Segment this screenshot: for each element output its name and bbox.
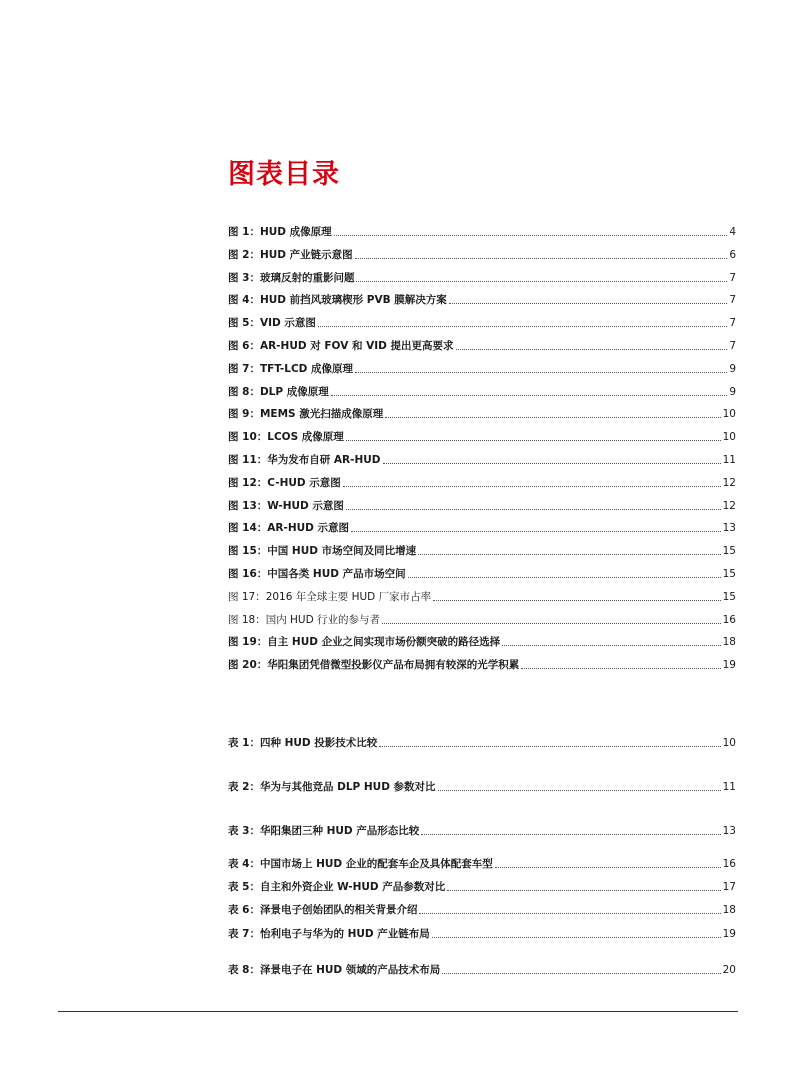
toc-entry-label: 表 6：泽景电子创始团队的相关背景介绍 bbox=[228, 904, 418, 916]
figure-toc-entry[interactable] bbox=[228, 451, 736, 467]
toc-entry-label: 表 3：华阳集团三种 HUD 产品形态比较 bbox=[228, 825, 420, 837]
figure-toc-entry[interactable] bbox=[228, 428, 736, 444]
toc-page-number: 4 bbox=[729, 226, 736, 238]
toc-page-number: 10 bbox=[722, 737, 736, 749]
toc-entry-label: 表 7：怡利电子与华为的 HUD 产业链布局 bbox=[228, 928, 430, 940]
figure-toc-entry[interactable] bbox=[228, 611, 736, 627]
toc-leader-dots bbox=[433, 599, 721, 601]
toc-leader-dots bbox=[346, 508, 721, 510]
toc-entry-label: 图 20：华阳集团凭借微型投影仪产品布局拥有较深的光学积累 bbox=[228, 659, 520, 671]
toc-leader-dots bbox=[343, 485, 721, 487]
toc-entry-label: 图 14：AR-HUD 示意图 bbox=[228, 522, 350, 534]
figure-toc-entry[interactable] bbox=[228, 565, 736, 581]
toc-leader-dots bbox=[379, 745, 720, 747]
figure-toc-entry[interactable] bbox=[228, 223, 736, 239]
toc-entry-label: 图 19：自主 HUD 企业之间实现市场份额突破的路径选择 bbox=[228, 636, 501, 648]
toc-page-number: 13 bbox=[722, 522, 736, 534]
table-toc-entry[interactable] bbox=[228, 855, 736, 871]
toc-page-number: 18 bbox=[722, 904, 736, 916]
toc-page-number: 18 bbox=[722, 636, 736, 648]
toc-entry-label: 表 4：中国市场上 HUD 企业的配套车企及具体配套车型 bbox=[228, 858, 493, 870]
toc-entry-label: 图 18：国内 HUD 行业的参与者 bbox=[228, 614, 381, 626]
toc-leader-dots bbox=[355, 257, 728, 259]
footer-divider bbox=[58, 1011, 738, 1012]
toc-page-number: 15 bbox=[722, 591, 736, 603]
toc-leader-dots bbox=[419, 912, 720, 914]
toc-entry-label: 图 16：中国各类 HUD 产品市场空间 bbox=[228, 568, 406, 580]
toc-leader-dots bbox=[351, 530, 721, 532]
figure-toc-entry[interactable] bbox=[228, 337, 736, 353]
toc-page-number: 12 bbox=[722, 500, 736, 512]
toc-leader-dots bbox=[318, 325, 727, 327]
figure-toc-entry[interactable] bbox=[228, 474, 736, 490]
toc-page-number: 19 bbox=[722, 659, 736, 671]
toc-entry-label: 表 2：华为与其他竞品 DLP HUD 参数对比 bbox=[228, 781, 436, 793]
figure-toc-entry[interactable] bbox=[228, 405, 736, 421]
toc-page-number: 9 bbox=[729, 363, 736, 375]
table-toc-entry[interactable] bbox=[228, 925, 736, 941]
toc-page-number: 15 bbox=[722, 545, 736, 557]
toc-entry-label: 图 2：HUD 产业链示意图 bbox=[228, 249, 353, 261]
toc-leader-dots bbox=[502, 644, 721, 646]
table-toc-entry[interactable] bbox=[228, 878, 736, 894]
toc-entry-label: 图 3：玻璃反射的重影问题 bbox=[228, 272, 355, 284]
toc-page-number: 20 bbox=[722, 964, 736, 976]
toc-page-number: 7 bbox=[729, 317, 736, 329]
page-title: 图表目录 bbox=[228, 159, 340, 190]
toc-leader-dots bbox=[442, 972, 720, 974]
toc-page-number: 7 bbox=[729, 340, 736, 352]
toc-entry-label: 表 1：四种 HUD 投影技术比较 bbox=[228, 737, 378, 749]
table-toc-entry[interactable] bbox=[228, 778, 736, 794]
toc-entry-label: 图 10：LCOS 成像原理 bbox=[228, 431, 344, 443]
toc-leader-dots bbox=[383, 462, 721, 464]
toc-leader-dots bbox=[408, 576, 721, 578]
figure-toc-entry[interactable] bbox=[228, 291, 736, 307]
toc-leader-dots bbox=[346, 439, 721, 441]
toc-page-number: 15 bbox=[722, 568, 736, 580]
toc-entry-label: 图 13：W-HUD 示意图 bbox=[228, 500, 344, 512]
toc-entry-label: 图 6：AR-HUD 对 FOV 和 VID 提出更高要求 bbox=[228, 340, 454, 352]
toc-leader-dots bbox=[421, 833, 720, 835]
toc-leader-dots bbox=[385, 416, 720, 418]
toc-page-number: 11 bbox=[722, 454, 736, 466]
toc-page-number: 12 bbox=[722, 477, 736, 489]
figure-toc-entry[interactable] bbox=[228, 314, 736, 330]
figure-toc-entry[interactable] bbox=[228, 656, 736, 672]
toc-entry-label: 图 4：HUD 前挡风玻璃楔形 PVB 膜解决方案 bbox=[228, 294, 447, 306]
toc-entry-label: 图 5：VID 示意图 bbox=[228, 317, 316, 329]
table-toc-entry[interactable] bbox=[228, 734, 736, 750]
toc-entry-label: 图 17：2016 年全球主要 HUD 厂家市占率 bbox=[228, 591, 432, 603]
table-toc-entry[interactable] bbox=[228, 961, 736, 977]
toc-entry-label: 表 8：泽景电子在 HUD 领域的产品技术布局 bbox=[228, 964, 441, 976]
toc-leader-dots bbox=[438, 789, 721, 791]
toc-page-number: 16 bbox=[722, 614, 736, 626]
toc-entry-label: 图 1：HUD 成像原理 bbox=[228, 226, 332, 238]
toc-page-number: 16 bbox=[722, 858, 736, 870]
toc-leader-dots bbox=[495, 866, 721, 868]
toc-page-number: 9 bbox=[729, 386, 736, 398]
toc-entry-label: 图 7：TFT-LCD 成像原理 bbox=[228, 363, 354, 375]
toc-entry-label: 图 9：MEMS 激光扫描成像原理 bbox=[228, 408, 384, 420]
toc-page-number: 7 bbox=[729, 294, 736, 306]
figure-toc-entry[interactable] bbox=[228, 633, 736, 649]
toc-leader-dots bbox=[382, 622, 721, 624]
toc-leader-dots bbox=[418, 553, 721, 555]
figure-toc-entry[interactable] bbox=[228, 497, 736, 513]
toc-entry-label: 表 5：自主和外资企业 W-HUD 产品参数对比 bbox=[228, 881, 446, 893]
toc-leader-dots bbox=[331, 394, 728, 396]
toc-page-number: 17 bbox=[722, 881, 736, 893]
figure-toc-entry[interactable] bbox=[228, 542, 736, 558]
toc-entry-label: 图 15：中国 HUD 市场空间及同比增速 bbox=[228, 545, 417, 557]
toc-leader-dots bbox=[449, 302, 728, 304]
toc-page-number: 13 bbox=[722, 825, 736, 837]
toc-entry-label: 图 12：C-HUD 示意图 bbox=[228, 477, 341, 489]
figure-toc-entry[interactable] bbox=[228, 269, 736, 285]
toc-leader-dots bbox=[334, 234, 728, 236]
figure-toc-entry[interactable] bbox=[228, 519, 736, 535]
toc-leader-dots bbox=[432, 936, 721, 938]
toc-leader-dots bbox=[521, 667, 720, 669]
figure-toc-entry[interactable] bbox=[228, 246, 736, 262]
toc-leader-dots bbox=[447, 889, 720, 891]
toc-page-number: 19 bbox=[722, 928, 736, 940]
toc-entry-label: 图 11：华为发布自研 AR-HUD bbox=[228, 454, 381, 466]
toc-page-number: 10 bbox=[722, 408, 736, 420]
table-toc-entry[interactable] bbox=[228, 901, 736, 917]
toc-page-number: 11 bbox=[722, 781, 736, 793]
toc-entry-label: 图 8：DLP 成像原理 bbox=[228, 386, 329, 398]
figure-toc-entry[interactable] bbox=[228, 360, 736, 376]
toc-leader-dots bbox=[356, 280, 727, 282]
figure-toc-entry[interactable] bbox=[228, 383, 736, 399]
toc-leader-dots bbox=[456, 348, 728, 350]
toc-leader-dots bbox=[355, 371, 727, 373]
toc-page-number: 7 bbox=[729, 272, 736, 284]
toc-page-number: 6 bbox=[729, 249, 736, 261]
figure-toc-entry[interactable] bbox=[228, 588, 736, 604]
toc-page-number: 10 bbox=[722, 431, 736, 443]
table-toc-entry[interactable] bbox=[228, 822, 736, 838]
